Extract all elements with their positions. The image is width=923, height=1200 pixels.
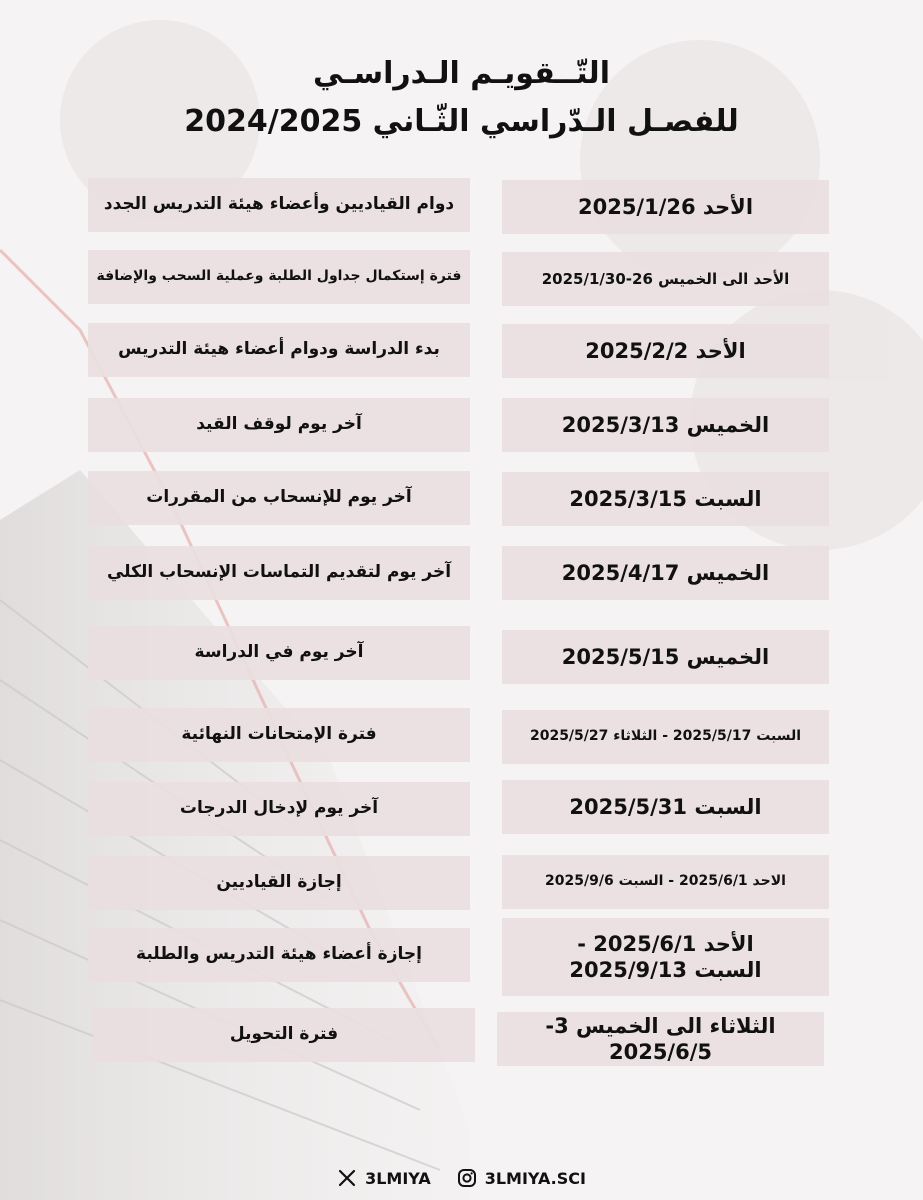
- instagram-handle-text: 3LMIYA.SCI: [484, 1168, 586, 1188]
- row-date: الاحد 2025/6/1 - السبت 2025/9/6: [502, 855, 829, 909]
- row-date: الأحد 2025/6/1 - السبت 2025/9/13: [502, 918, 829, 996]
- row-event: إجازة أعضاء هيئة التدريس والطلبة: [88, 928, 470, 982]
- row-event: آخر يوم لوقف القيد: [88, 398, 470, 452]
- row-event: فترة التحويل: [93, 1008, 475, 1062]
- row-date: الأحد 2025/1/26: [502, 180, 829, 234]
- row-event: آخر يوم في الدراسة: [88, 626, 470, 680]
- row-date: السبت 2025/3/15: [502, 472, 829, 526]
- row-event: آخر يوم لتقديم التماسات الإنسحاب الكلي: [88, 546, 470, 600]
- row-event: دوام القياديين وأعضاء هيئة التدريس الجدد: [88, 178, 470, 232]
- instagram-icon: [457, 1168, 477, 1188]
- row-event: آخر يوم للإنسحاب من المقررات: [88, 471, 470, 525]
- x-logo-icon: [337, 1168, 357, 1188]
- x-handle-text: 3LMIYA: [365, 1168, 431, 1188]
- row-event: إجازة القياديين: [88, 856, 470, 910]
- row-event: فترة إستكمال جداول الطلبة وعملية السحب والإضافة: [88, 250, 470, 304]
- calendar-subtitle: للفصـل الـدّراسي الثّـاني 2024/2025: [184, 104, 739, 139]
- row-event: فترة الإمتحانات النهائية: [88, 708, 470, 762]
- instagram-handle[interactable]: [457, 1168, 586, 1188]
- row-event: بدء الدراسة ودوام أعضاء هيئة التدريس: [88, 323, 470, 377]
- row-date: الخميس 2025/4/17: [502, 546, 829, 600]
- row-date: الثلاثاء الى الخميس 3-2025/6/5: [497, 1012, 824, 1066]
- row-date: السبت 2025/5/17 - الثلاثاء 2025/5/27: [502, 710, 829, 764]
- row-date: الأحد 2025/2/2: [502, 324, 829, 378]
- row-date: السبت 2025/5/31: [502, 780, 829, 834]
- calendar-title: التّــقويـم الـدراسـي: [313, 56, 610, 91]
- row-date: الخميس 2025/3/13: [502, 398, 829, 452]
- row-date: الأحد الى الخميس 26-2025/1/30: [502, 252, 829, 306]
- row-event: آخر يوم لإدخال الدرجات: [88, 782, 470, 836]
- social-footer: [0, 1168, 923, 1188]
- x-handle[interactable]: [337, 1168, 431, 1188]
- row-date: الخميس 2025/5/15: [502, 630, 829, 684]
